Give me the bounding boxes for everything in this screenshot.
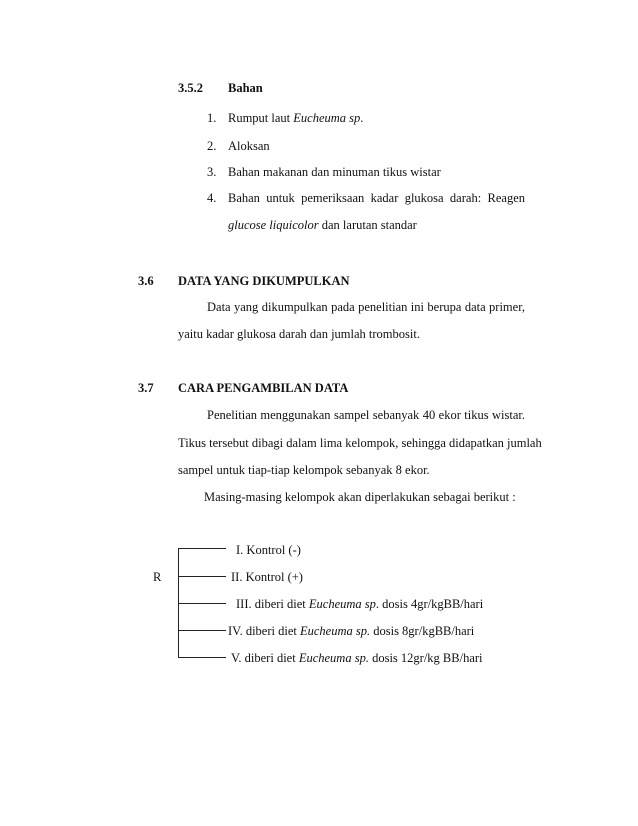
diagram-branch-line xyxy=(178,603,226,604)
list-number: 2. xyxy=(207,139,217,153)
list-number: 1. xyxy=(207,111,217,125)
group-label: II. Kontrol (+) xyxy=(231,570,303,584)
list-item-text: Bahan untuk pemeriksaan kadar glukosa darah: Reagen xyxy=(228,191,525,205)
paragraph-line: Penelitian menggunakan sampel sebanyak 40 ekor tikus wistar. xyxy=(207,408,525,422)
diagram-branch-line xyxy=(178,657,226,658)
group-label: IV. diberi diet Eucheuma sp. dosis 8gr/kgBB/hari xyxy=(228,624,475,638)
list-item-text: Rumput laut Eucheuma sp. xyxy=(228,111,364,125)
section-number: 3.6 xyxy=(138,274,154,288)
diagram-branch-line xyxy=(178,630,226,631)
list-number: 3. xyxy=(207,165,217,179)
diagram-branch-line xyxy=(178,548,226,549)
list-item-text-continued: glucose liquicolor dan larutan standar xyxy=(228,218,417,232)
section-title: CARA PENGAMBILAN DATA xyxy=(178,381,349,395)
subsection-title: Bahan xyxy=(228,81,263,95)
section-title: DATA YANG DIKUMPULKAN xyxy=(178,274,350,288)
list-item-text: Aloksan xyxy=(228,139,270,153)
paragraph-line: sampel untuk tiap-tiap kelompok sebanyak 8 ekor. xyxy=(178,463,430,477)
subsection-number: 3.5.2 xyxy=(178,81,203,95)
paragraph-line: Data yang dikumpulkan pada penelitian ini berupa data primer, xyxy=(207,300,525,314)
diagram-branch-line xyxy=(178,576,226,577)
group-label: III. diberi diet Eucheuma sp. dosis 4gr/kgBB/hari xyxy=(236,597,484,611)
diagram-root-label: R xyxy=(153,570,162,584)
section-number: 3.7 xyxy=(138,381,154,395)
list-item-text: Bahan makanan dan minuman tikus wistar xyxy=(228,165,441,179)
list-number: 4. xyxy=(207,191,217,205)
group-label: V. diberi diet Eucheuma sp. dosis 12gr/kg BB/hari xyxy=(231,651,483,665)
group-label: I. Kontrol (-) xyxy=(236,543,301,557)
paragraph-line: Tikus tersebut dibagi dalam lima kelompok, sehingga didapatkan jumlah xyxy=(178,436,542,450)
paragraph-line: yaitu kadar glukosa darah dan jumlah trombosit. xyxy=(178,327,420,341)
paragraph-line: Masing-masing kelompok akan diperlakukan sebagai berikut : xyxy=(204,490,516,504)
